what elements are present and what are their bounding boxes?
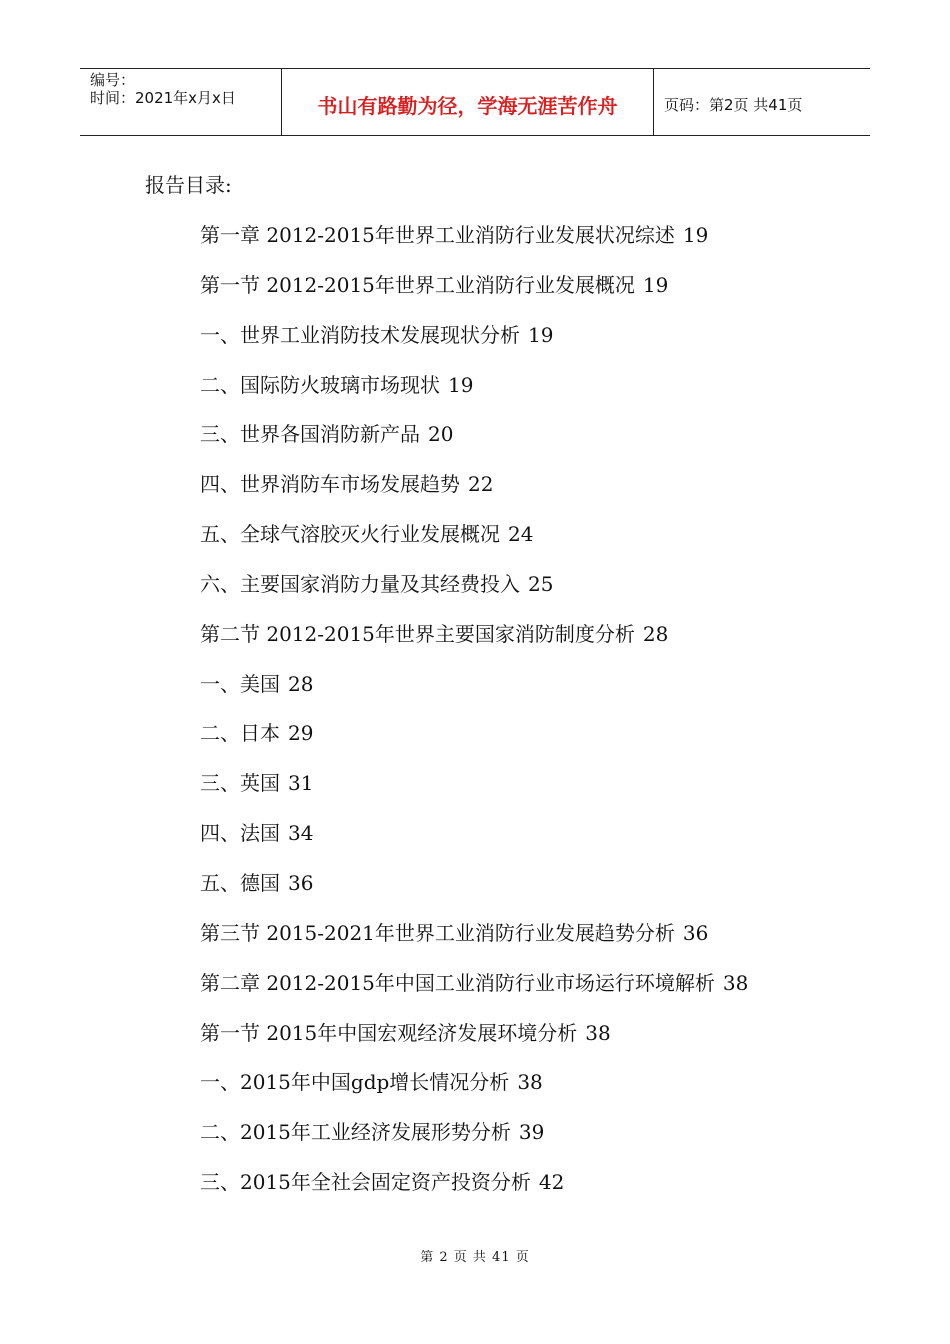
toc-item-text: 三、英国 xyxy=(200,771,280,796)
toc-item-text: 第一章 2012-2015年世界工业消防行业发展状况综述 xyxy=(200,223,675,247)
toc-item-page: 22 xyxy=(468,472,494,497)
toc-item-text: 第一节 2015年中国宏观经济发展环境分析 xyxy=(200,1020,578,1045)
toc-item xyxy=(200,868,748,918)
toc-item-text: 四、法国 xyxy=(200,821,280,846)
toc-item xyxy=(200,1117,748,1167)
document-date: 时间：2021年x月x日 xyxy=(90,89,236,107)
toc-item-page: 28 xyxy=(642,621,669,646)
toc-item-page: 19 xyxy=(642,272,669,297)
toc-item-page: 19 xyxy=(528,322,554,347)
toc-item xyxy=(200,270,748,320)
toc-heading: 报告目录: xyxy=(145,173,232,197)
document-number-label: 编号： xyxy=(90,71,136,89)
toc-item-page: 25 xyxy=(528,571,554,596)
toc-item xyxy=(200,1067,748,1117)
toc-item-page: 31 xyxy=(288,771,314,796)
toc-item-page: 38 xyxy=(585,1020,611,1045)
toc-item-text: 二、国际防火玻璃市场现状 xyxy=(200,372,440,397)
toc-item xyxy=(200,419,748,469)
toc-item-page: 19 xyxy=(448,372,474,397)
toc-item-text: 四、世界消防车市场发展趋势 xyxy=(200,472,460,497)
toc-item xyxy=(200,320,748,370)
toc-item-text: 二、2015年工业经济发展形势分析 xyxy=(200,1120,511,1145)
toc-item-page: 19 xyxy=(682,223,709,247)
toc-item-text: 第二节 2012-2015年世界主要国家消防制度分析 xyxy=(200,621,635,646)
toc-item-text: 三、2015年全社会固定资产投资分析 xyxy=(200,1170,531,1195)
toc-list xyxy=(200,220,748,1217)
toc-item-text: 一、美国 xyxy=(200,671,280,696)
toc-item xyxy=(200,918,748,968)
toc-item xyxy=(200,220,748,270)
toc-item-page: 39 xyxy=(518,1120,545,1145)
toc-item xyxy=(200,768,748,818)
page-header xyxy=(80,68,870,136)
toc-item xyxy=(200,619,748,669)
toc-item-page: 36 xyxy=(682,920,709,945)
toc-item xyxy=(200,370,748,420)
page-footer: 第 2 页 共 41 页 xyxy=(420,1250,530,1265)
toc-item-text: 第一节 2012-2015年世界工业消防行业发展概况 xyxy=(200,272,635,297)
header-page-code: 页码：第2页 共41页 xyxy=(664,95,803,114)
toc-item-page: 38 xyxy=(722,970,749,995)
toc-item xyxy=(200,1167,748,1217)
toc-item-page: 29 xyxy=(288,721,314,746)
toc-item-page: 34 xyxy=(288,821,314,846)
toc-item-text: 五、德国 xyxy=(200,870,280,895)
toc-item-page: 28 xyxy=(288,671,314,696)
header-meta xyxy=(80,69,282,135)
toc-item-text: 五、全球气溶胶灭火行业发展概况 xyxy=(200,522,500,547)
toc-item-text: 一、世界工业消防技术发展现状分析 xyxy=(200,322,520,347)
toc-item xyxy=(200,968,748,1018)
toc-item-page: 20 xyxy=(428,422,454,447)
toc-item xyxy=(200,469,748,519)
toc-item xyxy=(200,818,748,868)
toc-item-page: 24 xyxy=(508,522,534,547)
toc-item xyxy=(200,718,748,768)
toc-item-text: 二、日本 xyxy=(200,721,280,746)
toc-item xyxy=(200,1018,748,1068)
toc-item-text: 三、世界各国消防新产品 xyxy=(200,422,420,447)
header-motto: 书山有路勤为径，学海无涯苦作舟 xyxy=(282,69,654,135)
toc-item-text: 第二章 2012-2015年中国工业消防行业市场运行环境解析 xyxy=(200,970,715,995)
toc-item xyxy=(200,669,748,719)
toc-item xyxy=(200,569,748,619)
toc-item-text: 六、主要国家消防力量及其经费投入 xyxy=(200,571,520,596)
toc-item-page: 36 xyxy=(288,870,314,895)
toc-item-page: 42 xyxy=(538,1170,565,1195)
toc-item-text: 一、2015年中国gdp增长情况分析 xyxy=(200,1070,510,1095)
toc-item-page: 38 xyxy=(517,1070,543,1095)
toc-item xyxy=(200,519,748,569)
toc-item-text: 第三节 2015-2021年世界工业消防行业发展趋势分析 xyxy=(200,920,675,945)
